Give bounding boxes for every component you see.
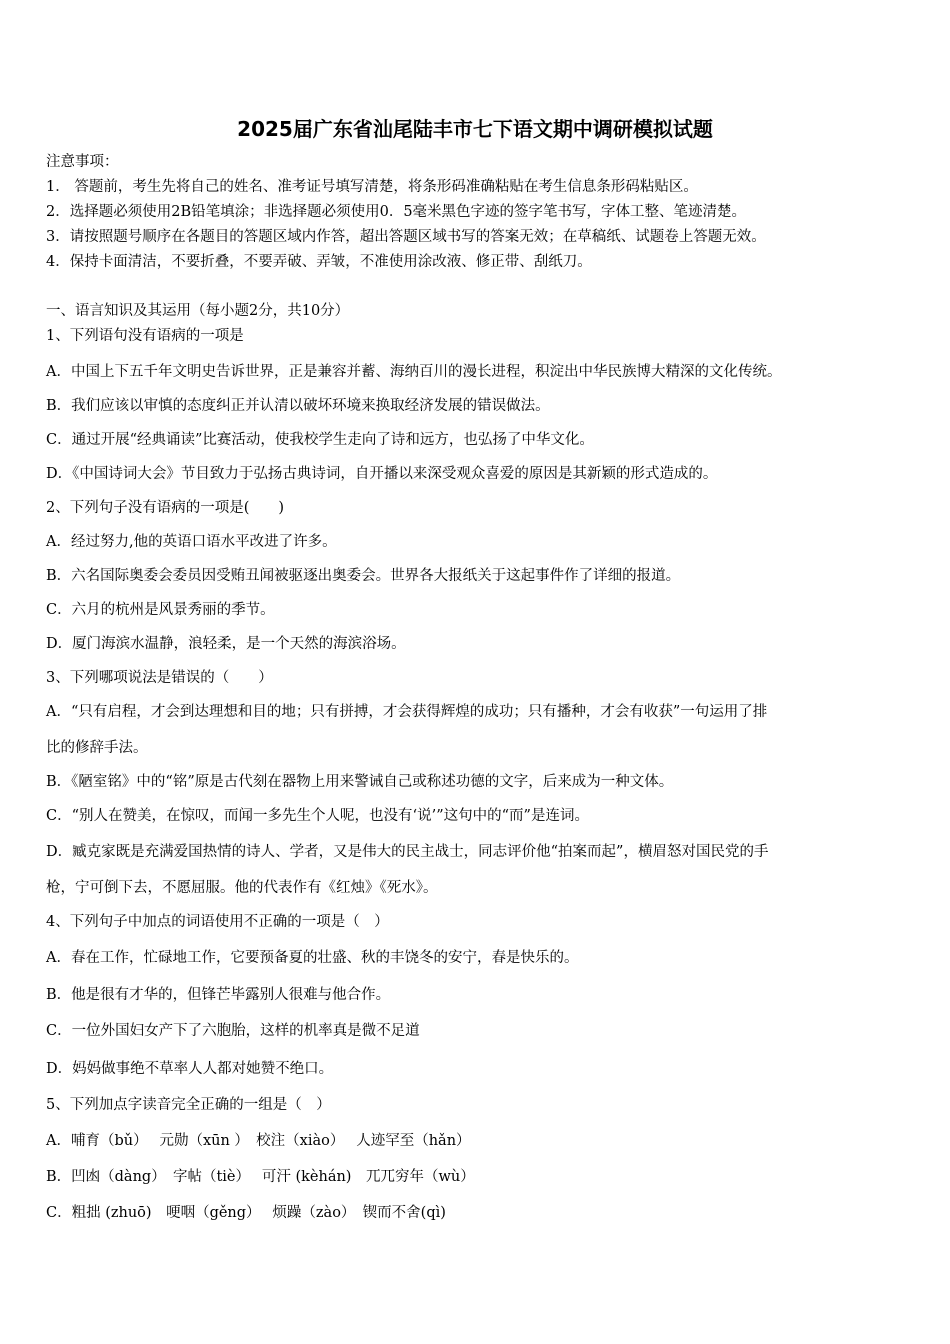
notice-item-2: 2．选择题必须使用2B铅笔填涂；非选择题必须使用0．5毫米黑色字迹的签字笔书写，字体工整、笔迹清楚。 [46,204,747,220]
question-1-option-c: C．通过开展“经典诵读”比赛活动，使我校学生走向了诗和远方，也弘扬了中华文化。 [46,432,594,448]
question-3-stem: 3、下列哪项说法是错误的（ ） [46,670,273,686]
question-1-stem: 1、下列语句没有语病的一项是 [46,328,244,344]
question-2-option-a: A．经过努力,他的英语口语水平改进了许多。 [46,534,337,550]
question-4-option-b: B．他是很有才华的，但锋芒毕露别人很难与他合作。 [46,987,391,1003]
question-4-option-d: D．妈妈做事绝不草率人人都对她赞不绝口。 [46,1061,334,1077]
question-3-option-d-line2: 枪，宁可倒下去，不愿屈服。他的代表作有《红烛》《死水》。 [46,880,438,896]
question-4-option-c: C．一位外国妇女产下了六胞胎，这样的机率真是微不足道 [46,1023,420,1039]
question-1-option-a: A．中国上下五千年文明史告诉世界，正是兼容并蓄、海纳百川的漫长进程，积淀出中华民族博大精深的文化传统。 [46,364,782,380]
question-5-option-c: C．粗拙 (zhuō) 哽咽（gěng） 烦躁（zào） 锲而不舍(qì) [46,1205,446,1221]
question-3-option-a-line2: 比的修辞手法。 [46,740,148,756]
question-5-stem: 5、下列加点字读音完全正确的一组是（ ） [46,1097,331,1113]
question-3-option-d-line1: D．臧克家既是充满爱国热情的诗人、学者，又是伟大的民主战士，同志评价他“拍案而起”，横眉怒对国民党的手 [46,844,769,860]
notice-item-4: 4．保持卡面清洁，不要折叠，不要弄破、弄皱，不准使用涂改液、修正带、刮纸刀。 [46,254,592,270]
question-2-option-b: B．六名国际奥委会委员因受贿丑闻被驱逐出奥委会。世界各大报纸关于这起事件作了详细的报道。 [46,568,681,584]
question-4-option-a: A．春在工作，忙碌地工作，它要预备夏的壮盛、秋的丰饶冬的安宁，春是快乐的。 [46,950,579,966]
question-2-stem: 2、下列句子没有语病的一项是( ) [46,500,285,516]
question-3-option-b: B．《陋室铭》中的“铭”原是古代刻在器物上用来警诫自己或称述功德的文字，后来成为一种文体。 [46,774,674,790]
question-5-option-a: A．哺育（bǔ） 元勋（xūn ） 校注（xiào） 人迹罕至（hǎn） [46,1133,471,1149]
question-1-option-b: B．我们应该以审慎的态度纠正并认清以破坏环境来换取经济发展的错误做法。 [46,398,550,414]
notice-item-1: 1． 答题前，考生先将自己的姓名、准考证号填写清楚，将条形码准确粘贴在考生信息条形码粘贴区。 [46,179,698,195]
question-3-option-c: C．“别人在赞美，在惊叹，而闻一多先生个人呢，也没有‘说’”这句中的“而”是连词。 [46,808,589,824]
question-4-stem: 4、下列句子中加点的词语使用不正确的一项是（ ） [46,914,389,930]
question-3-option-a-line1: A．“只有启程，才会到达理想和目的地；只有拼搏，才会获得辉煌的成功；只有播种，才会有收获”一句运用了排 [46,704,768,720]
notice-item-3: 3．请按照题号顺序在各题目的答题区域内作答，超出答题区域书写的答案无效；在草稿纸、试题卷上答题无效。 [46,229,766,245]
question-2-option-d: D．厦门海滨水温静，浪轻柔，是一个天然的海滨浴场。 [46,636,406,652]
question-1-option-d: D．《中国诗词大会》节目致力于弘扬古典诗词，自开播以来深受观众喜爱的原因是其新颖的形式造成的。 [46,466,718,482]
section-heading: 一、语言知识及其运用（每小题2分，共10分） [46,303,350,319]
question-5-option-b: B．凹凼（dàng） 字帖（tiè） 可汗 (kèhán) 兀兀穷年（wù） [46,1169,475,1185]
page-title: 2025届广东省汕尾陆丰市七下语文期中调研模拟试题 [237,117,713,141]
notice-heading: 注意事项： [46,154,119,170]
question-2-option-c: C．六月的杭州是风景秀丽的季节。 [46,602,275,618]
